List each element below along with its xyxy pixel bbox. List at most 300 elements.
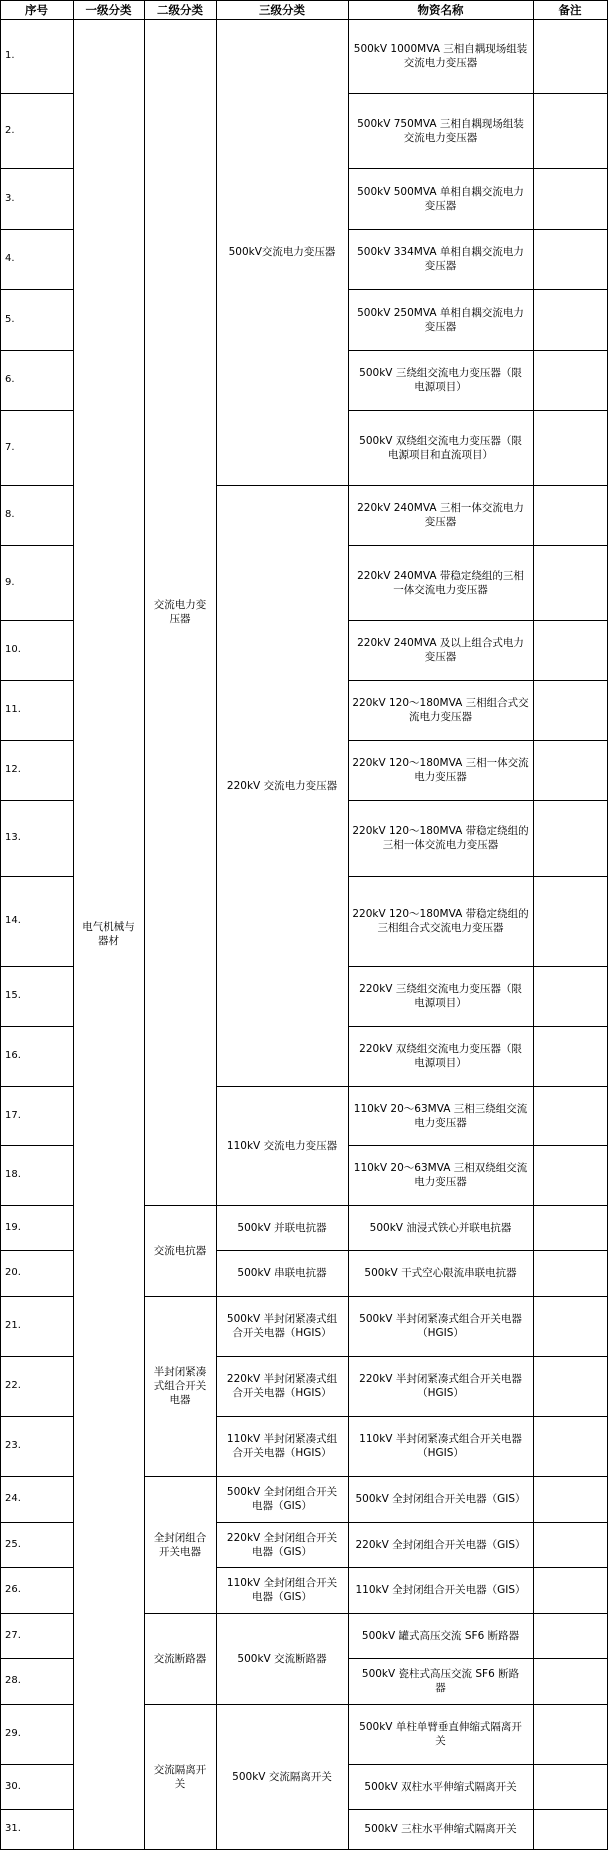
grid-line <box>533 966 608 967</box>
grid-line <box>348 93 534 94</box>
row-remark <box>533 620 607 680</box>
grid-line <box>348 620 534 621</box>
row-material-name: 500kV 双柱水平伸缩式隔离开关 <box>348 1764 533 1809</box>
grid-line <box>533 93 534 169</box>
grid-line <box>533 876 608 877</box>
grid-line <box>144 1476 217 1477</box>
grid-line <box>348 1809 349 1850</box>
grid-line <box>0 485 1 546</box>
grid-line <box>0 229 74 230</box>
grid-line <box>216 1476 349 1477</box>
grid-line <box>0 289 74 290</box>
row-seq: 28. <box>0 1658 73 1704</box>
grid-line <box>73 19 145 20</box>
level2-category: 全封闭组合 开关电器 <box>144 1476 216 1613</box>
grid-line <box>144 1613 217 1614</box>
grid-line <box>144 1613 145 1705</box>
grid-line <box>0 289 1 351</box>
grid-line <box>0 1613 1 1659</box>
grid-line <box>216 1613 349 1614</box>
row-remark <box>533 1613 607 1658</box>
grid-line <box>348 1145 349 1206</box>
row-seq: 7. <box>0 410 73 485</box>
grid-line <box>348 1356 534 1357</box>
grid-line <box>533 229 608 230</box>
grid-line <box>348 1086 349 1146</box>
grid-line <box>533 1296 608 1297</box>
grid-line <box>216 1250 217 1297</box>
level2-category: 半封闭紧凑 式组合开关 电器 <box>144 1296 216 1476</box>
grid-line <box>0 93 74 94</box>
row-material-name: 110kV 全封闭组合开关电器（GIS） <box>348 1567 533 1613</box>
grid-line <box>0 1296 1 1357</box>
row-remark <box>533 1567 607 1613</box>
level2-category: 交流断路器 <box>144 1613 216 1704</box>
grid-line <box>348 1704 534 1705</box>
row-material-name: 500kV 全封闭组合开关电器（GIS） <box>348 1476 533 1522</box>
grid-line <box>216 1250 349 1251</box>
row-seq: 15. <box>0 966 73 1026</box>
grid-line <box>144 19 145 1206</box>
level1-category: 电气机械与 器材 <box>73 19 144 1849</box>
row-remark <box>533 229 607 289</box>
grid-line <box>0 1704 1 1765</box>
grid-line <box>0 740 1 801</box>
row-seq: 22. <box>0 1356 73 1416</box>
grid-line <box>216 1522 349 1523</box>
grid-line <box>0 1205 74 1206</box>
grid-line <box>0 876 1 967</box>
grid-line <box>0 966 74 967</box>
grid-line <box>533 1416 534 1477</box>
row-remark <box>533 1205 607 1250</box>
grid-line <box>0 168 1 230</box>
grid-line <box>348 800 349 877</box>
grid-line <box>348 966 534 967</box>
grid-line <box>533 1704 534 1765</box>
row-material-name: 500kV 334MVA 单相自耦交流电力 变压器 <box>348 229 533 289</box>
row-seq: 19. <box>0 1205 73 1250</box>
grid-line <box>533 620 608 621</box>
grid-line <box>533 740 534 801</box>
row-remark <box>533 410 607 485</box>
grid-line <box>348 800 534 801</box>
grid-line <box>533 1522 608 1523</box>
row-remark <box>533 966 607 1026</box>
row-seq: 6. <box>0 350 73 410</box>
header-level2: 二级分类 <box>144 0 216 19</box>
grid-line <box>0 410 1 486</box>
grid-line <box>533 1476 534 1523</box>
grid-line <box>533 1086 534 1146</box>
grid-line <box>533 1026 608 1027</box>
grid-line <box>216 1476 217 1523</box>
row-material-name: 220kV 240MVA 及以上组合式电力 变压器 <box>348 620 533 680</box>
grid-line <box>533 1145 608 1146</box>
grid-line <box>533 620 534 681</box>
grid-line <box>348 680 349 741</box>
grid-line <box>0 93 1 169</box>
grid-line <box>533 876 534 967</box>
grid-line <box>0 1567 74 1568</box>
grid-line <box>0 168 74 169</box>
level3-category: 220kV 全封闭组合开关 电器（GIS） <box>216 1522 348 1567</box>
grid-line <box>0 620 1 681</box>
grid-line <box>0 966 1 1027</box>
grid-line <box>0 1764 1 1810</box>
row-material-name: 110kV 20～63MVA 三相三绕组交流 电力变压器 <box>348 1086 533 1145</box>
grid-line <box>0 1086 74 1087</box>
row-remark <box>533 1250 607 1296</box>
grid-line <box>533 1145 534 1206</box>
row-seq: 16. <box>0 1026 73 1086</box>
row-remark <box>533 19 607 93</box>
grid-line <box>533 0 534 20</box>
grid-line <box>348 168 349 230</box>
grid-line <box>0 1296 74 1297</box>
row-remark <box>533 93 607 168</box>
grid-line <box>348 1613 349 1659</box>
grid-line <box>533 93 608 94</box>
grid-line <box>533 1250 608 1251</box>
row-material-name: 110kV 半封闭紧凑式组合开关电器 （HGIS） <box>348 1416 533 1476</box>
grid-line <box>216 1567 217 1614</box>
row-material-name: 220kV 120～180MVA 带稳定绕组的 三相组合式交流电力变压器 <box>348 876 533 966</box>
row-seq: 17. <box>0 1086 73 1145</box>
grid-line <box>216 1416 217 1477</box>
grid-line <box>0 545 1 621</box>
grid-line <box>533 800 608 801</box>
row-remark <box>533 545 607 620</box>
grid-line <box>533 485 608 486</box>
grid-line <box>533 350 608 351</box>
grid-line <box>73 19 74 1850</box>
grid-line <box>348 1145 534 1146</box>
grid-line <box>216 19 349 20</box>
grid-line <box>533 1356 534 1417</box>
grid-line <box>348 1522 349 1568</box>
grid-line <box>0 19 74 20</box>
grid-line <box>348 1356 349 1417</box>
grid-line <box>533 19 534 94</box>
grid-line <box>216 1704 217 1850</box>
grid-line <box>0 1145 74 1146</box>
grid-line <box>0 1356 1 1417</box>
grid-line <box>0 1026 1 1087</box>
grid-line <box>0 545 74 546</box>
level3-category: 500kV 全封闭组合开关 电器（GIS） <box>216 1476 348 1522</box>
grid-line <box>216 0 217 20</box>
header-seq: 序号 <box>0 0 73 19</box>
header-remark: 备注 <box>533 0 607 19</box>
grid-line <box>348 545 534 546</box>
row-seq: 5. <box>0 289 73 350</box>
row-remark <box>533 1026 607 1086</box>
row-remark <box>533 1522 607 1567</box>
grid-line <box>348 1567 534 1568</box>
row-material-name: 220kV 全封闭组合开关电器（GIS） <box>348 1522 533 1567</box>
grid-line <box>0 1356 74 1357</box>
grid-line <box>533 350 534 411</box>
grid-line <box>0 740 74 741</box>
grid-line <box>348 1205 534 1206</box>
grid-line <box>0 1145 1 1206</box>
grid-line <box>533 1205 608 1206</box>
row-material-name: 500kV 三柱水平伸缩式隔离开关 <box>348 1809 533 1849</box>
grid-line <box>0 350 74 351</box>
grid-line <box>348 19 349 94</box>
row-material-name: 220kV 三绕组交流电力变压器（限 电源项目） <box>348 966 533 1026</box>
grid-line <box>533 1250 534 1297</box>
grid-line <box>348 1567 349 1614</box>
grid-line <box>533 1356 608 1357</box>
grid-line <box>348 620 349 681</box>
grid-line <box>144 1704 145 1850</box>
grid-line <box>0 410 74 411</box>
grid-line <box>73 0 145 1</box>
row-material-name: 220kV 120～180MVA 三相组合式交 流电力变压器 <box>348 680 533 740</box>
level3-category: 500kV 并联电抗器 <box>216 1205 348 1250</box>
row-seq: 23. <box>0 1416 73 1476</box>
row-material-name: 500kV 250MVA 单相自耦交流电力 变压器 <box>348 289 533 350</box>
grid-line <box>348 1026 349 1087</box>
grid-line <box>348 876 534 877</box>
grid-line <box>144 1296 217 1297</box>
grid-line <box>533 1567 608 1568</box>
row-material-name: 500kV 双绕组交流电力变压器（限 电源项目和直流项目） <box>348 410 533 485</box>
header-level3: 三级分类 <box>216 0 348 19</box>
header-level1: 一级分类 <box>73 0 144 19</box>
row-seq: 11. <box>0 680 73 740</box>
grid-line <box>144 1476 145 1614</box>
row-material-name: 500kV 单柱单臂垂直伸缩式隔离开 关 <box>348 1704 533 1764</box>
row-remark <box>533 485 607 545</box>
level2-category: 交流电力变 压器 <box>144 19 216 1205</box>
grid-line <box>216 485 349 486</box>
row-seq: 29. <box>0 1704 73 1764</box>
grid-line <box>216 1704 349 1705</box>
grid-line <box>0 1658 74 1659</box>
level3-category: 110kV 半封闭紧凑式组 合开关电器（HGIS） <box>216 1416 348 1476</box>
level3-category: 110kV 全封闭组合开关 电器（GIS） <box>216 1567 348 1613</box>
grid-line <box>533 229 534 290</box>
level3-category: 500kV 交流隔离开关 <box>216 1704 348 1849</box>
grid-line <box>0 800 74 801</box>
row-seq: 12. <box>0 740 73 800</box>
row-material-name: 500kV 1000MVA 三相自耦现场组装 交流电力变压器 <box>348 19 533 93</box>
grid-line <box>348 0 349 20</box>
grid-line <box>533 1613 608 1614</box>
grid-line <box>533 168 608 169</box>
row-seq: 31. <box>0 1809 73 1849</box>
grid-line <box>348 289 349 351</box>
grid-line <box>533 1205 534 1251</box>
row-material-name: 220kV 240MVA 三相一体交流电力 变压器 <box>348 485 533 545</box>
grid-line <box>0 1205 1 1251</box>
grid-line <box>348 485 349 546</box>
row-remark <box>533 1476 607 1522</box>
grid-line <box>0 485 74 486</box>
grid-line <box>348 229 534 230</box>
row-remark <box>533 1764 607 1809</box>
row-remark <box>533 289 607 350</box>
grid-line <box>533 1296 534 1357</box>
grid-line <box>216 0 349 1</box>
grid-line <box>533 1658 534 1705</box>
level3-category: 500kV 串联电抗器 <box>216 1250 348 1296</box>
grid-line <box>0 1416 1 1477</box>
grid-line <box>533 1416 608 1417</box>
grid-line <box>348 0 534 1</box>
grid-line <box>0 1809 74 1810</box>
row-remark <box>533 740 607 800</box>
grid-line <box>0 680 74 681</box>
row-remark <box>533 876 607 966</box>
row-seq: 3. <box>0 168 73 229</box>
grid-line <box>533 545 534 621</box>
row-remark <box>533 1658 607 1704</box>
grid-line <box>348 350 534 351</box>
level3-category: 220kV 半封闭紧凑式组 合开关电器（HGIS） <box>216 1356 348 1416</box>
grid-line <box>144 1205 217 1206</box>
grid-line <box>0 1026 74 1027</box>
grid-line <box>216 1205 217 1251</box>
level3-category: 220kV 交流电力变压器 <box>216 485 348 1086</box>
row-seq: 8. <box>0 485 73 545</box>
row-material-name: 500kV 瓷柱式高压交流 SF6 断路 器 <box>348 1658 533 1704</box>
grid-line <box>533 1809 608 1810</box>
grid-line <box>533 1764 534 1810</box>
grid-line <box>0 229 1 290</box>
row-seq: 13. <box>0 800 73 876</box>
grid-line <box>533 1522 534 1568</box>
grid-line <box>348 93 349 169</box>
grid-line <box>216 1522 217 1568</box>
grid-line <box>348 1296 534 1297</box>
grid-line <box>533 800 534 877</box>
grid-line <box>533 740 608 741</box>
row-material-name: 500kV 罐式高压交流 SF6 断路器 <box>348 1613 533 1658</box>
grid-line <box>348 1250 349 1297</box>
grid-line <box>0 1250 1 1297</box>
row-seq: 9. <box>0 545 73 620</box>
grid-line <box>348 680 534 681</box>
row-seq: 24. <box>0 1476 73 1522</box>
grid-line <box>216 1567 349 1568</box>
grid-line <box>0 1567 1 1614</box>
grid-line <box>216 1356 349 1357</box>
row-material-name: 220kV 半封闭紧凑式组合开关电器 （HGIS） <box>348 1356 533 1416</box>
grid-line <box>533 680 608 681</box>
grid-line <box>348 168 534 169</box>
grid-line <box>216 1416 349 1417</box>
grid-line <box>348 1416 534 1417</box>
row-material-name: 500kV 三绕组交流电力变压器（限 电源项目） <box>348 350 533 410</box>
grid-line <box>0 1416 74 1417</box>
row-material-name: 500kV 干式空心限流串联电抗器 <box>348 1250 533 1296</box>
row-seq: 14. <box>0 876 73 966</box>
grid-line <box>533 19 608 20</box>
row-material-name: 110kV 20～63MVA 三相双绕组交流 电力变压器 <box>348 1145 533 1205</box>
grid-line <box>533 1613 534 1659</box>
grid-line <box>533 545 608 546</box>
row-seq: 25. <box>0 1522 73 1567</box>
grid-line <box>348 1764 349 1810</box>
grid-line <box>216 1356 217 1417</box>
row-seq: 18. <box>0 1145 73 1205</box>
grid-line <box>533 1567 534 1614</box>
grid-line <box>348 1658 349 1705</box>
row-seq: 2. <box>0 93 73 168</box>
row-seq: 10. <box>0 620 73 680</box>
grid-line <box>0 800 1 877</box>
grid-line <box>533 1086 608 1087</box>
row-remark <box>533 1086 607 1145</box>
grid-line <box>216 1205 349 1206</box>
grid-line <box>348 350 349 411</box>
grid-line <box>0 1476 1 1523</box>
row-material-name: 500kV 油浸式铁心并联电抗器 <box>348 1205 533 1250</box>
grid-line <box>0 0 1 20</box>
grid-line <box>0 1250 74 1251</box>
grid-line <box>348 485 534 486</box>
row-material-name: 220kV 120～180MVA 三相一体交流 电力变压器 <box>348 740 533 800</box>
row-material-name: 500kV 半封闭紧凑式组合开关电器 （HGIS） <box>348 1296 533 1356</box>
grid-line <box>533 289 534 351</box>
grid-line <box>533 485 534 546</box>
grid-line <box>0 1809 1 1850</box>
level3-category: 500kV 半封闭紧凑式组 合开关电器（HGIS） <box>216 1296 348 1356</box>
row-remark <box>533 1356 607 1416</box>
grid-line <box>348 1809 534 1810</box>
row-remark <box>533 1145 607 1205</box>
level3-category: 110kV 交流电力变压器 <box>216 1086 348 1205</box>
row-remark <box>533 800 607 876</box>
grid-line <box>533 1809 534 1850</box>
grid-line <box>348 740 349 801</box>
grid-line <box>216 1613 217 1705</box>
grid-line <box>0 0 74 1</box>
row-material-name: 500kV 500MVA 单相自耦交流电力 变压器 <box>348 168 533 229</box>
level3-category: 500kV交流电力变压器 <box>216 19 348 485</box>
row-seq: 26. <box>0 1567 73 1613</box>
grid-line <box>348 1613 534 1614</box>
grid-line <box>348 1296 349 1357</box>
row-remark <box>533 1704 607 1764</box>
row-remark <box>533 350 607 410</box>
grid-line <box>0 350 1 411</box>
grid-line <box>348 1522 534 1523</box>
grid-line <box>144 1296 145 1477</box>
grid-line <box>348 1476 349 1523</box>
grid-line <box>144 0 217 1</box>
grid-line <box>348 1026 534 1027</box>
grid-line <box>348 1764 534 1765</box>
grid-line <box>533 680 534 741</box>
row-seq: 21. <box>0 1296 73 1356</box>
grid-line <box>533 966 534 1027</box>
grid-line <box>533 0 608 1</box>
grid-line <box>0 1704 74 1705</box>
row-material-name: 220kV 120～180MVA 带稳定绕组的 三相一体交流电力变压器 <box>348 800 533 876</box>
grid-line <box>348 289 534 290</box>
grid-line <box>348 1658 534 1659</box>
grid-line <box>0 19 1 94</box>
row-seq: 4. <box>0 229 73 289</box>
grid-line <box>216 1086 217 1206</box>
grid-line <box>533 410 608 411</box>
grid-line <box>73 0 74 20</box>
